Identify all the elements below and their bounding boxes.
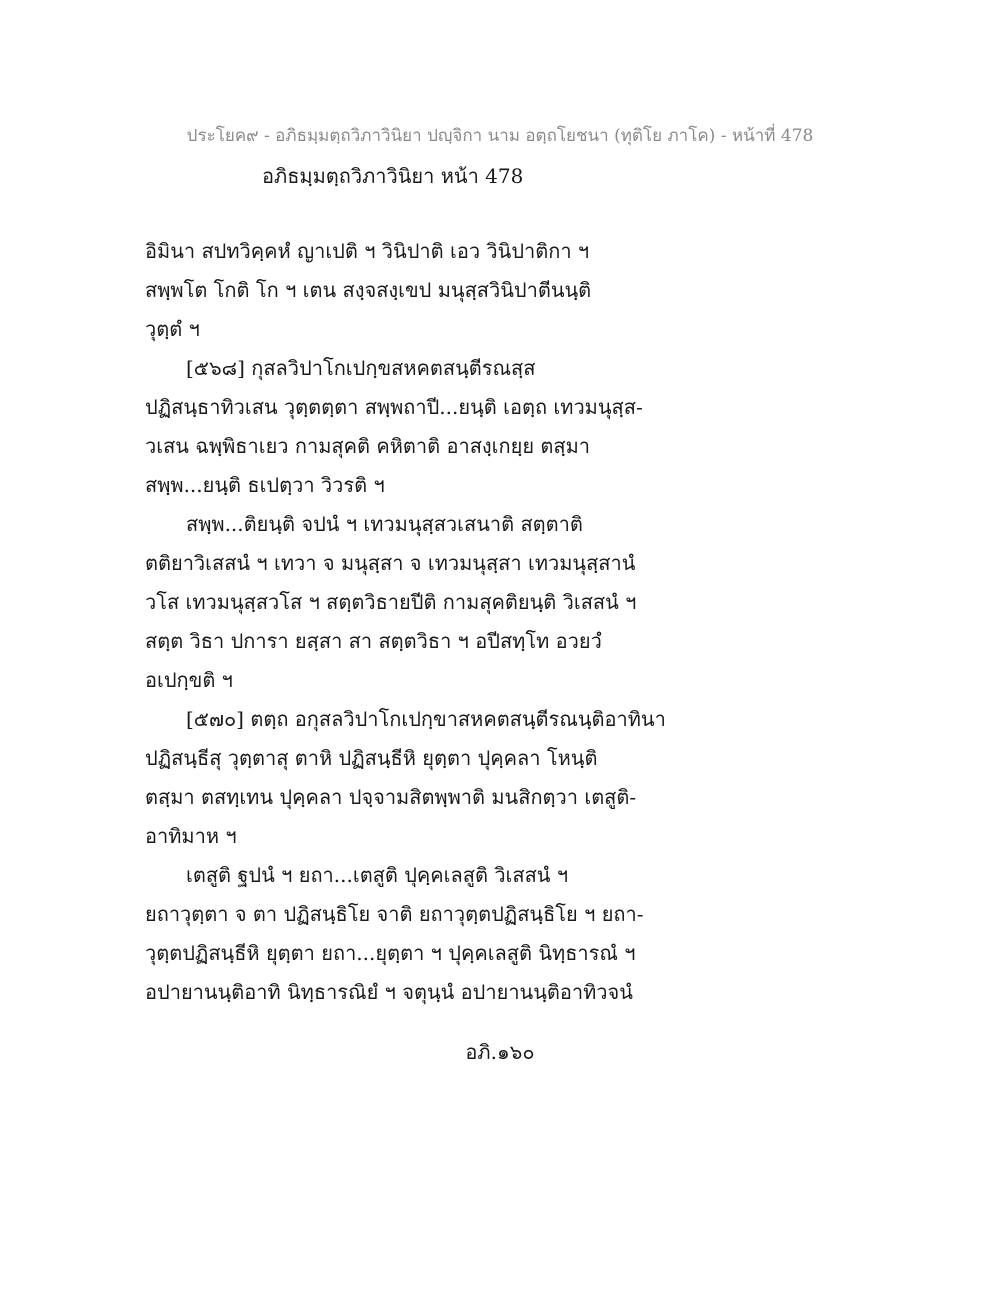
text-line: อิมินา สปทวิคฺคหํ ญาเปติ ฯ วินิปาติ เอว วินิปาติกา ฯ — [145, 239, 590, 263]
text-line: สตฺต วิธา ปการา ยสฺสา สา สตฺตวิธา ฯ อปีสทฺโท อวยวํ — [145, 629, 602, 653]
page-title: อภิธมฺมตฺถวิภาวินิยา หน้า 478 — [262, 164, 524, 188]
text-line: อเปกฺขติ ฯ — [145, 668, 233, 692]
text-line: อปายานนฺติอาทิ นิทฺธารณิยํ ฯ จตุนฺนํ อปายานนฺติอาทิวจนํ — [145, 980, 633, 1004]
text-line: ยถาวุตฺตา จ ตา ปฏิสนฺธิโย จาติ ยถาวุตฺตปฏิสนฺธิโย ฯ ยถา- — [145, 902, 644, 926]
running-header: ประโยค๙ - อภิธมฺมตฺถวิภาวินิยา ปญฺจิกา นาม อตฺถโยชนา (ทุติโย ภาโค) - หน้าที่ 478 — [186, 126, 814, 146]
text-line: ตติยาวิเสสนํ ฯ เทวา จ มนุสฺสา จ เทวมนุสฺสา เทวมนุสฺสานํ — [145, 551, 636, 575]
paragraph-start-568: [๕๖๘] กุสลวิปาโกเปกฺขสหคตสนฺตีรณสฺส — [186, 356, 536, 380]
text-line: วเสน ฉพฺพิธาเยว กามสุคติ คหิตาติ อาสงฺเกยฺย ตสฺมา — [145, 434, 591, 458]
text-line: วุตฺตปฏิสนฺธีหิ ยุตฺตา ยถา...ยุตฺตา ฯ ปุคฺคเลสูติ นิทฺธารณํ ฯ — [145, 941, 636, 965]
text-line: ตสฺมา ตสทฺเทน ปุคฺคลา ปจฺจามสิตพฺพาติ มนสิกตฺวา เตสูติ- — [145, 785, 637, 809]
text-line: ปฏิสนฺธีสุ วุตฺตาสุ ตาหิ ปฏิสนฺธีหิ ยุตฺตา ปุคฺคลา โหนฺติ — [145, 746, 598, 770]
text-line: อาทิมาห ฯ — [145, 824, 237, 848]
text-line: วุตฺตํ ฯ — [145, 317, 200, 341]
paragraph-start: เตสูติ ฐปนํ ฯ ยถา...เตสูติ ปุคฺคเลสูติ วิเสสนํ ฯ — [186, 863, 569, 887]
paragraph-start-570: [๕๗๐] ตตฺถ อกุสลวิปาโกเปกฺขาสหคตสนฺตีรณนฺติอาทินา — [186, 707, 666, 731]
paragraph-start: สพฺพ...ติยนฺติ จปนํ ฯ เทวมนุสฺสวเสนาติ สตฺตาติ — [186, 512, 583, 536]
page-footer-number: อภิ.๑๖๐ — [465, 1040, 535, 1064]
text-line: วโส เทวมนุสฺสวโส ฯ สตฺตวิธายปีติ กามสุคติยนฺติ วิเสสนํ ฯ — [145, 590, 637, 614]
text-line: ปฏิสนฺธาทิวเสน วุตฺตตฺตา สพฺพถาปี...ยนฺติ เอตฺถ เทวมนุสฺส- — [145, 395, 643, 419]
text-line: สพฺพ...ยนฺติ ธเปตฺวา วิวรติ ฯ — [145, 473, 385, 497]
text-line: สพฺพโต โกติ โก ฯ เตน สงฺจสงฺเขป มนุสฺสวินิปาตีนนฺติ — [145, 278, 592, 302]
body-text — [145, 232, 665, 1012]
